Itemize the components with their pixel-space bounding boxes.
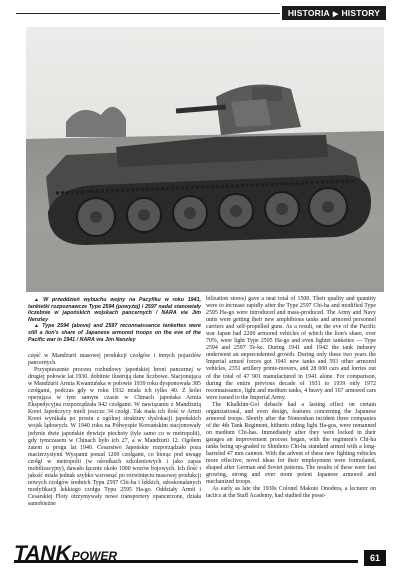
page-header — [16, 6, 386, 20]
triangle-icon: ▲ — [34, 297, 42, 303]
paragraph: As early as late the 1930s Colonel Makoto Onodera, a lecturer on tactics at the Staff Academy, had studied the possi- — [206, 486, 376, 500]
paragraph: część w Mandżurii masowej produkcji czołgów i innych pojazdów pancernych. — [28, 353, 201, 367]
paragraph: Przyspieszenie procesu rozbudowy japońskiej broni pancernej w drugiej połowie lat 1930. dobitnie ilustrują dane liczbowe. Stacjonująca w Mandżurii Armia Kwantuńska w połowie 1939 roku dysponowała 385 czołgami, podczas gdy w roku 1932 miała ich tylko 40. Z kolei operująca w tym samym czasie w Chinach japońska Armia Ekspedycyjna rozporządzała 942 czołgami. W nawiązaniu z Mandżurią Korei Japończycy mieli jeszcze 34 czołgi. Tak mała ich ilość w Armii Korei wynikała po prostu z ogólnej struktury dyslokacji japońskich wojsk lądowych. W 1940 roku na Półwyspie Koreańskim stacjonowały jedynie dwie japońskie dywizje piechoty (tyle samo co w metropolii), gdy tymczasem w Chinach było ich 27, a w Mandżurii 12. Ogółem zatem u progu lat 1940. Cesarstwo Japońskie rozporządzało poza macierzystymi Wyspami ponad 1200 czołgami, co biorąc pod uwagę czołgi w metropolii (w ośrodkach szkoleniowych i jako zapas mobilizacyjny), dawało łącznie około 1900 wozów bojowych. Ich ilość i jakość miała jednak szybko wzrosnąć po rozwinięciu masowej produkcji nowych czołgów średnich Typu 2597 Chi-ha i lekkich, udoskonalanych modyfikacji lekkiego czołgu Typu 2595 Ha-go. Oddziały Armii i Cesarskiej Floty otrzymywały nowe transportery opancerzone, działa samobieżne — [28, 367, 201, 507]
magazine-logo — [14, 542, 117, 566]
section-badge — [282, 6, 386, 20]
caption-polish: ▲ W przeddzień wybuchu wojny na Pacyfiku w roku 1941, tankietki rozpoznawcze Type 2594 (powyżej) i 2597 nadal stanowiały liczebnie w japońskich wojskach pancernych / NARA via Jim Nenzley — [28, 297, 201, 323]
photo-caption — [28, 297, 201, 343]
tank-photo — [26, 27, 384, 292]
page-number: 61 — [364, 550, 386, 566]
body-right-column — [206, 296, 376, 500]
body-left-column — [28, 353, 201, 508]
section-label: HISTORIA — [287, 8, 330, 18]
tank-photo-icon — [26, 27, 384, 292]
arrow-icon: ▶ — [332, 11, 339, 18]
section-label-en: HISTORY — [341, 8, 381, 18]
caption-english: ▲ Type 2594 (above) and 2597 reconnaissance tankettes were still a lion's share of Japanese armored troops on the eve of the Pacific war in 1941 / NARA via Jim Nenzley — [28, 323, 201, 343]
paragraph: bilization stores) gave a neat total of 1500. Their quality and quantity were to increase rapidly after the Type 2597 Chi-ha and modified Type 2595 Ha-go were introduced and mass-produced. The Army and Navy units were getting their new amphibious tanks and armored personnel carriers and self-propelled guns. As a result, on the eve of the Pacific war Japan had 2200 armored vehicles of which the lion's share, over 70%, were light Type 2595 Ha-go and even lighter tankettes — Type 2594 and 2597 Te-ke. During 1941 and 1942 the tank industry underwent an unprecedented growth. During only these two years the Imperial armed forces got 1941 new tanks and 593 other armored vehicles, 2351 artillery prime-movers, and 28 000 cars and lorries out of the total of 47 901 manufactured in 1941 alone. For comparison, during the entire previous decade of 1931 to 1939 only 1972 reconnaissance, light and medium tanks, 4 heavy and 167 armored cars were issued to the Imperial Army. — [206, 296, 376, 401]
logo-power: POWER — [71, 549, 118, 563]
triangle-icon: ▲ — [34, 323, 41, 330]
page-footer — [0, 538, 400, 576]
header-rule — [16, 13, 280, 14]
paragraph: The Khalkhin-Gol debacle had a lasting effect on certain organizational, and even design, features concerning the Japanese armored troops. Shortly after the Nomonhan incident three companies of the 4th Tank Regiment, hitherto riding light Ha-gos, were remanned on medium Chi-has. Immediately after they were locked in their garages an improvement process began, with the regiment's Chi-ha tanks being up-graded to Shinhoto Chi-ha standard armed with a long-barreled 47 mm cannon. With the advent of these new fighting vehicles more effective, novel ideas for their employment were formulated, shaped after German and Soviet patterns. The results of these were fast growing, strong and ever more potent Japanese armored and mechanized troops. — [206, 401, 376, 486]
logo-tank: TANK — [14, 542, 71, 565]
